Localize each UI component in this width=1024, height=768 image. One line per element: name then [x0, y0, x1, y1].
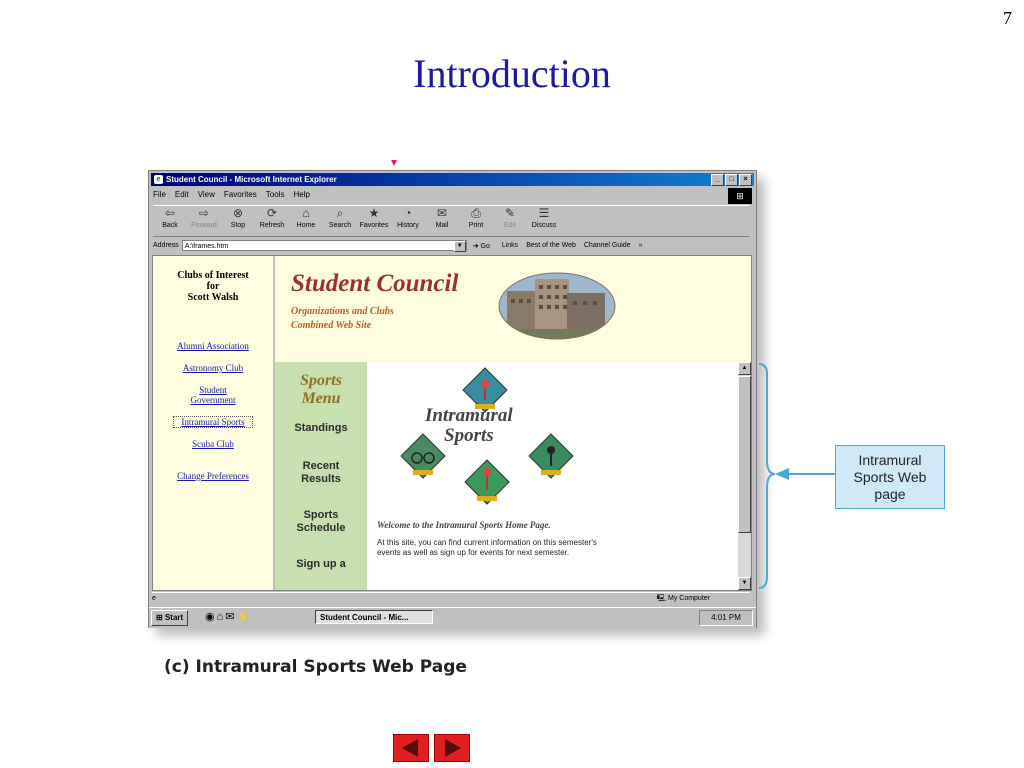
right-arrow-icon [435, 735, 469, 761]
menu-file[interactable]: File [153, 190, 166, 199]
intramural-main-frame [367, 362, 738, 590]
menu-bar [153, 189, 310, 201]
link-best-of-web[interactable]: Best of the Web [526, 242, 576, 249]
go-button[interactable]: ➜ Go [472, 242, 490, 250]
window-title: Student Council - Microsoft Internet Explorer [166, 175, 337, 184]
links-label: Links [501, 242, 519, 249]
forward-button[interactable]: ⇨ Forward [191, 206, 217, 229]
browser-title-bar [151, 173, 754, 186]
sports-menu-title: Sports Menu [300, 372, 342, 407]
windows-flag-icon: ⊞ [156, 613, 163, 622]
menu-item-standings[interactable]: Standings [294, 422, 348, 434]
address-bar [153, 239, 749, 252]
taskbar-task-student-council[interactable]: Student Council - Mic... [315, 610, 433, 624]
quick-launch-icons[interactable]: ◉⌂✉⚡ [205, 611, 253, 623]
menu-view[interactable]: View [197, 190, 215, 199]
banner-title: Student Council [291, 270, 459, 297]
menu-item-sports-schedule[interactable]: Sports Schedule [296, 509, 346, 534]
soccer-diamond-icon [465, 460, 509, 504]
window-controls [711, 174, 752, 186]
menu-item-recent-results[interactable]: Recent Results [301, 460, 341, 485]
status-bar [152, 592, 750, 605]
forward-arrow-icon: ⇨ [198, 206, 210, 220]
next-slide-button[interactable] [434, 734, 470, 762]
search-button[interactable]: ⌕ Search [328, 206, 352, 229]
start-button[interactable]: ⊞ Start [151, 610, 188, 626]
browser-toolbar [153, 205, 749, 237]
vertical-scrollbar[interactable] [738, 362, 751, 590]
clubs-heading: Clubs of Interest for Scott Walsh [177, 270, 249, 303]
links-more[interactable]: » [638, 242, 643, 249]
page-content [152, 255, 752, 591]
callout-text: Intramural Sports Web page [853, 451, 927, 502]
scroll-up-icon[interactable]: ▲ [738, 362, 751, 375]
basketball-diamond-icon [529, 434, 573, 478]
intramural-title: Intramural Sports [425, 405, 513, 446]
menu-help[interactable]: Help [293, 190, 310, 199]
link-alumni-association[interactable]: Alumni Association [177, 341, 249, 351]
address-value: A:\frames.htm [184, 243, 229, 250]
refresh-button[interactable]: ⟳ Refresh [259, 206, 285, 229]
history-icon: ◔ [404, 206, 412, 220]
stray-pointer-mark [391, 160, 397, 166]
favorites-icon: ★ [368, 206, 380, 220]
close-icon[interactable]: × [739, 174, 752, 186]
scroll-thumb[interactable] [738, 376, 751, 533]
welcome-text: Welcome to the Intramural Sports Home Page. [377, 520, 551, 530]
page-status-icon: e [152, 595, 156, 602]
favorites-button[interactable]: ★ Favorites [359, 206, 389, 229]
description-text: At this site, you can find current information on this semester's events as well as sign up for events for next semester. [377, 538, 597, 557]
edit-icon: ✎ [504, 206, 516, 220]
home-icon: ⌂ [302, 206, 310, 220]
link-student-government[interactable]: Student Government [190, 385, 236, 405]
taskbar-clock: 4:01 PM [699, 610, 753, 626]
stop-button[interactable]: ⊗ Stop [230, 206, 246, 229]
campus-building-photo [497, 271, 617, 341]
menu-favorites[interactable]: Favorites [223, 190, 257, 199]
refresh-icon: ⟳ [266, 206, 278, 220]
student-council-banner [275, 256, 751, 362]
discuss-icon: ☰ [538, 206, 550, 220]
chevron-down-icon[interactable]: ▼ [454, 241, 466, 252]
left-arrow-icon [394, 735, 428, 761]
link-intramural-sports[interactable]: Intramural Sports [174, 417, 252, 427]
link-astronomy-club[interactable]: Astronomy Club [182, 363, 244, 373]
mail-button[interactable]: ✉ Mail [435, 206, 449, 229]
menu-tools[interactable]: Tools [265, 190, 285, 199]
figure-caption: (c) Intramural Sports Web Page [164, 657, 467, 677]
menu-item-sign-up[interactable]: Sign up a [296, 558, 346, 570]
discuss-button[interactable]: ☰ Discuss [531, 206, 557, 229]
link-scuba-club[interactable]: Scuba Club [192, 439, 234, 449]
menu-edit[interactable]: Edit [174, 190, 189, 199]
ie-logo-icon: e [154, 175, 163, 184]
print-button[interactable]: ⎙ Print [468, 206, 484, 229]
slide-number: 7 [1003, 8, 1012, 28]
slide-title: Introduction [413, 51, 611, 96]
callout-box [835, 445, 945, 509]
address-input[interactable] [182, 240, 467, 251]
home-button[interactable]: ⌂ Home [296, 206, 316, 229]
search-icon: ⌕ [336, 206, 344, 220]
zone-my-computer: 🖳 My Computer [656, 595, 710, 602]
stop-icon: ⊗ [232, 206, 244, 220]
mail-icon: ✉ [436, 206, 448, 220]
link-channel-guide[interactable]: Channel Guide [583, 242, 631, 249]
history-button[interactable]: ◔ History [397, 206, 419, 229]
address-label: Address [153, 242, 179, 249]
back-arrow-icon: ⇦ [164, 206, 176, 220]
windows-taskbar [149, 607, 756, 628]
previous-slide-button[interactable] [393, 734, 429, 762]
links-bar [502, 242, 643, 249]
windows-logo-icon: ⊞ [728, 188, 752, 204]
edit-button[interactable]: ✎ Edit [503, 206, 517, 229]
minimize-icon[interactable]: _ [711, 174, 724, 186]
link-change-preferences[interactable]: Change Preferences [177, 471, 249, 481]
back-button[interactable]: ⇦ Back [162, 206, 178, 229]
banner-subtitle: Organizations and Clubs Combined Web Site [291, 306, 394, 331]
scroll-down-icon[interactable]: ▼ [738, 577, 751, 590]
clubs-frame [153, 256, 275, 590]
browser-screenshot [148, 170, 757, 628]
maximize-icon[interactable]: □ [725, 174, 738, 186]
sports-menu-frame [275, 362, 367, 590]
print-icon: ⎙ [471, 206, 481, 220]
